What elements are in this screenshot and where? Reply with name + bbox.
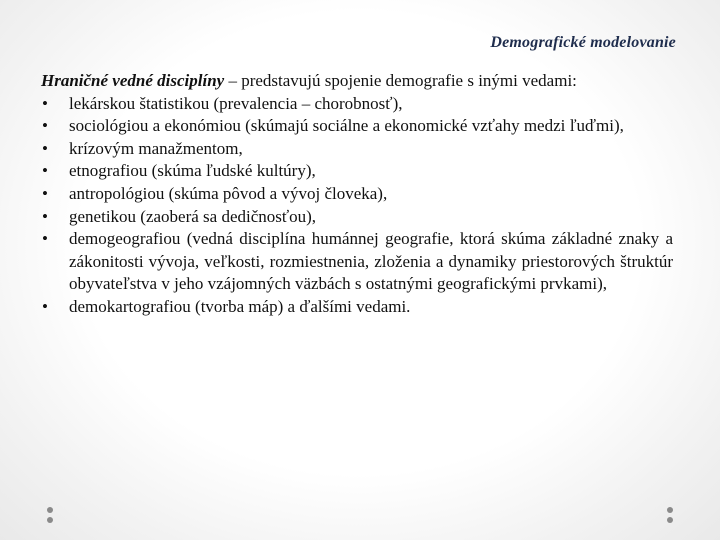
left-decoration-dots: [45, 507, 55, 527]
bullet-icon: •: [42, 116, 48, 136]
decoration-dot-icon: [47, 507, 53, 513]
slide-title: Demografické modelovanie: [490, 34, 676, 51]
list-item: [41, 296, 673, 319]
bullet-icon: •: [42, 161, 48, 181]
bullet-icon: •: [42, 229, 48, 249]
bullet-icon: •: [42, 183, 48, 203]
decoration-dot-icon: [47, 517, 53, 523]
list-item: [41, 206, 673, 229]
slide-content: [41, 70, 673, 319]
list-item-text: demokartografiou (tvorba máp) a ďalšími vedami.: [69, 296, 411, 316]
bullet-icon: •: [42, 206, 48, 226]
list-item: [41, 93, 673, 116]
list-item: [41, 183, 673, 206]
discipline-list: [41, 93, 673, 319]
decoration-dot-icon: [667, 507, 673, 513]
intro-text: – predstavujú spojenie demografie s inými vedami:: [224, 71, 577, 90]
decoration-dot-icon: [667, 517, 673, 523]
list-item-text: lekárskou štatistikou (prevalencia – chorobnosť),: [69, 93, 403, 113]
list-item-text: etnografiou (skúma ľudské kultúry),: [69, 161, 316, 181]
list-item-text: krízovým manažmentom,: [69, 138, 243, 158]
list-item: [41, 228, 673, 296]
bullet-icon: •: [42, 93, 48, 113]
intro-term: Hraničné vedné disciplíny: [41, 71, 225, 90]
right-decoration-dots: [665, 507, 675, 527]
intro-paragraph: [41, 70, 673, 93]
list-item-text: genetikou (zaoberá sa dedičnosťou),: [69, 206, 317, 226]
list-item-text: antropológiou (skúma pôvod a vývoj človeka),: [69, 183, 388, 203]
bullet-icon: •: [42, 296, 48, 316]
list-item-text: demogeografiou (vedná disciplína humánnej geografie, ktorá skúma základné znaky a zákonitosti vývoja, veľkosti, rozmiestnenia, zloženia a dynamiky priestorových štruktúr obyvateľstva v jeho vzájomných väzbách s ostatnými geografickými prvkami),: [69, 229, 673, 294]
bullet-icon: •: [42, 138, 48, 158]
list-item-text: sociológiou a ekonómiou (skúmajú sociálne a ekonomické vzťahy medzi ľuďmi),: [69, 116, 624, 136]
list-item: [41, 115, 673, 138]
list-item: [41, 160, 673, 183]
list-item: [41, 138, 673, 161]
